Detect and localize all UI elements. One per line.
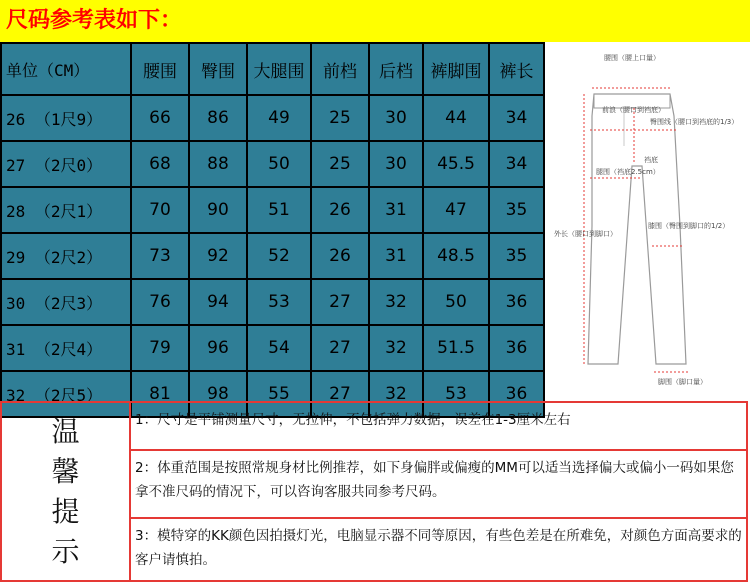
table-cell: 36 bbox=[489, 279, 544, 325]
size-label: 29 （2尺2） bbox=[1, 233, 131, 279]
label-knee: 膝围（臀围到脚口的1/2） bbox=[648, 222, 730, 230]
table-cell: 49 bbox=[247, 95, 311, 141]
label-thigh: 腿围（裆底2.5cm） bbox=[596, 168, 660, 176]
label-outseam: 外长（腰口到脚口） bbox=[554, 230, 617, 238]
tip-item-2: 2：体重范围是按照常规身材比例推荐，如下身偏胖或偏瘦的MM可以适当选择偏大或偏小一码如果您拿不准尺码的情况下，可以咨询客服共同参考尺码。 bbox=[131, 451, 746, 519]
col-header-front-rise: 前档 bbox=[311, 43, 369, 95]
tips-heading-char: 馨 bbox=[51, 454, 80, 488]
table-cell: 68 bbox=[131, 141, 189, 187]
table-cell: 31 bbox=[369, 233, 423, 279]
col-header-hip: 臀围 bbox=[189, 43, 247, 95]
table-cell: 36 bbox=[489, 371, 544, 417]
table-cell: 47 bbox=[423, 187, 489, 233]
size-chart-table bbox=[0, 42, 545, 418]
table-cell: 70 bbox=[131, 187, 189, 233]
table-cell: 26 bbox=[311, 233, 369, 279]
col-header-hem: 裤脚围 bbox=[423, 43, 489, 95]
tips-heading-char: 示 bbox=[51, 534, 80, 568]
table-cell: 88 bbox=[189, 141, 247, 187]
table-row bbox=[1, 233, 544, 279]
tips-box bbox=[0, 401, 748, 582]
tips-heading-char: 温 bbox=[51, 414, 80, 448]
table-row bbox=[1, 95, 544, 141]
table-cell: 48.5 bbox=[423, 233, 489, 279]
table-cell: 27 bbox=[311, 371, 369, 417]
table-cell: 25 bbox=[311, 95, 369, 141]
table-cell: 26 bbox=[311, 187, 369, 233]
label-hip: 臀围线（腰口到裆底的1/3） bbox=[650, 118, 739, 126]
label-waist: 腰围（腰上口量） bbox=[604, 54, 660, 62]
table-header-row bbox=[1, 43, 544, 95]
col-header-unit: 单位（CM） bbox=[1, 43, 131, 95]
table-cell: 96 bbox=[189, 325, 247, 371]
table-cell: 98 bbox=[189, 371, 247, 417]
page-title: 尺码参考表如下： bbox=[0, 0, 750, 42]
label-crotch: 裆底 bbox=[644, 156, 658, 164]
table-cell: 32 bbox=[369, 325, 423, 371]
table-cell: 81 bbox=[131, 371, 189, 417]
table-cell: 86 bbox=[189, 95, 247, 141]
table-cell: 55 bbox=[247, 371, 311, 417]
table-cell: 45.5 bbox=[423, 141, 489, 187]
table-row bbox=[1, 187, 544, 233]
table-cell: 90 bbox=[189, 187, 247, 233]
table-cell: 66 bbox=[131, 95, 189, 141]
size-label: 32 （2尺5） bbox=[1, 371, 131, 417]
table-cell: 44 bbox=[423, 95, 489, 141]
table-cell: 32 bbox=[369, 371, 423, 417]
size-label: 26 （1尺9） bbox=[1, 95, 131, 141]
table-cell: 50 bbox=[423, 279, 489, 325]
table-cell: 35 bbox=[489, 233, 544, 279]
table-cell: 51.5 bbox=[423, 325, 489, 371]
col-header-waist: 腰围 bbox=[131, 43, 189, 95]
size-label: 31 （2尺4） bbox=[1, 325, 131, 371]
size-label: 27 （2尺0） bbox=[1, 141, 131, 187]
table-cell: 53 bbox=[423, 371, 489, 417]
table-cell: 92 bbox=[189, 233, 247, 279]
table-cell: 27 bbox=[311, 325, 369, 371]
size-label: 28 （2尺1） bbox=[1, 187, 131, 233]
table-cell: 94 bbox=[189, 279, 247, 325]
table-cell: 30 bbox=[369, 141, 423, 187]
table-cell: 31 bbox=[369, 187, 423, 233]
table-cell: 36 bbox=[489, 325, 544, 371]
table-row bbox=[1, 141, 544, 187]
pants-measurement-diagram bbox=[552, 46, 744, 386]
table-cell: 76 bbox=[131, 279, 189, 325]
table-cell: 53 bbox=[247, 279, 311, 325]
table-cell: 79 bbox=[131, 325, 189, 371]
col-header-back-rise: 后档 bbox=[369, 43, 423, 95]
tip-item-3: 3：模特穿的KK颜色因拍摄灯光，电脑显示器不同等原因，有些色差是在所难免，对颜色方面高要求的客户请慎拍。 bbox=[135, 528, 742, 568]
table-cell: 25 bbox=[311, 141, 369, 187]
table-cell: 27 bbox=[311, 279, 369, 325]
table-cell: 34 bbox=[489, 95, 544, 141]
table-cell: 30 bbox=[369, 95, 423, 141]
table-row bbox=[1, 279, 544, 325]
tips-heading bbox=[2, 403, 131, 580]
label-front-rise: 前浪（腰口到裆底） bbox=[602, 106, 665, 114]
table-cell: 34 bbox=[489, 141, 544, 187]
tip-item-1: 1：尺寸是平铺测量尺寸，无拉伸，不包括弹力数据，误差在1-3厘米左右 bbox=[131, 403, 746, 451]
table-cell: 52 bbox=[247, 233, 311, 279]
table-cell: 73 bbox=[131, 233, 189, 279]
table-cell: 35 bbox=[489, 187, 544, 233]
col-header-length: 裤长 bbox=[489, 43, 544, 95]
table-cell: 51 bbox=[247, 187, 311, 233]
label-hem: 脚围（脚口量） bbox=[658, 378, 707, 386]
table-cell: 50 bbox=[247, 141, 311, 187]
table-cell: 32 bbox=[369, 279, 423, 325]
size-label: 30 （2尺3） bbox=[1, 279, 131, 325]
col-header-thigh: 大腿围 bbox=[247, 43, 311, 95]
table-row bbox=[1, 325, 544, 371]
table-cell: 54 bbox=[247, 325, 311, 371]
tips-heading-char: 提 bbox=[51, 494, 80, 528]
